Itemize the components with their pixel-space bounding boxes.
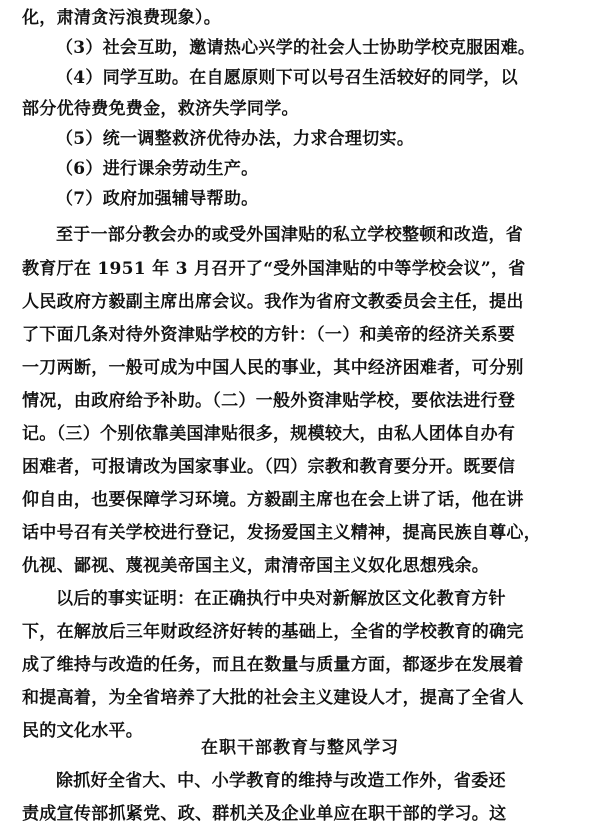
text-line: （4）同学互助。在自愿原则下可以号召生活较好的同学，以: [56, 68, 518, 88]
text-line: 以后的事实证明：在正确执行中央对新解放区文化教育方针: [56, 589, 506, 609]
text-line: （3）社会互助，邀请热心兴学的社会人士协助学校克服困难。: [56, 38, 536, 58]
text-line: （7）政府加强辅导帮助。: [56, 189, 259, 209]
text-line: 民的文化水平。: [22, 721, 144, 741]
text-line: 人民政府方毅副主席出席会议。我作为省府文教委员会主任，提出: [22, 292, 524, 312]
text-line: 下，在解放后三年财政经济好转的基础上，全省的学校教育的确完: [22, 622, 524, 642]
text-line: 一刀两断，一般可成为中国人民的事业，其中经济困难者，可分别: [22, 358, 524, 378]
text-line: 情况，由政府给予补助。（二）一般外资津贴学校，要依法进行登: [22, 391, 516, 411]
text-line: 仰自由，也要保障学习环境。方毅副主席也在会上讲了话，他在讲: [22, 490, 524, 510]
text-line: （5）统一调整救济优待办法，力求合理切实。: [56, 129, 415, 149]
text-line: 困难者，可报请改为国家事业。（四）宗教和教育要分开。既要信: [22, 457, 516, 477]
section-heading: 在职干部教育与整风学习: [201, 738, 399, 758]
text-line: 和提高着，为全省培养了大批的社会主义建设人才，提高了全省人: [22, 688, 524, 708]
text-line: 化，肃清贪污浪费现象）。: [22, 8, 222, 28]
text-line: 部分优待费免费金，救济失学同学。: [22, 99, 299, 119]
text-line: 责成宣传部抓紧党、政、群机关及企业单应在职干部的学习。这: [22, 804, 507, 824]
text-line: 仇视、鄙视、蔑视美帝国主义，肃清帝国主义奴化思想残余。: [22, 556, 490, 576]
text-line: 教育厅在 1951 年 3 月召开了“受外国津贴的中等学校会议”，省: [22, 259, 526, 279]
text-line: 成了维持与改造的任务，而且在数量与质量方面，都逐步在发展着: [22, 655, 524, 675]
text-line: 至于一部分教会办的或受外国津贴的私立学校整顿和改造，省: [56, 225, 524, 245]
text-line: 话中号召有关学校进行登记，发扬爱国主义精神，提高民族自尊心，: [22, 523, 541, 543]
text-line: 记。（三）个别依靠美国津贴很多，规模较大，由私人团体自办有: [22, 424, 516, 444]
text-line: 除抓好全省大、中、小学教育的维持与改造工作外，省委还: [56, 771, 506, 791]
text-line: 了下面几条对待外资津贴学校的方针：（一）和美帝的经济关系要: [22, 325, 516, 345]
text-line: （6）进行课余劳动生产。: [56, 159, 259, 179]
